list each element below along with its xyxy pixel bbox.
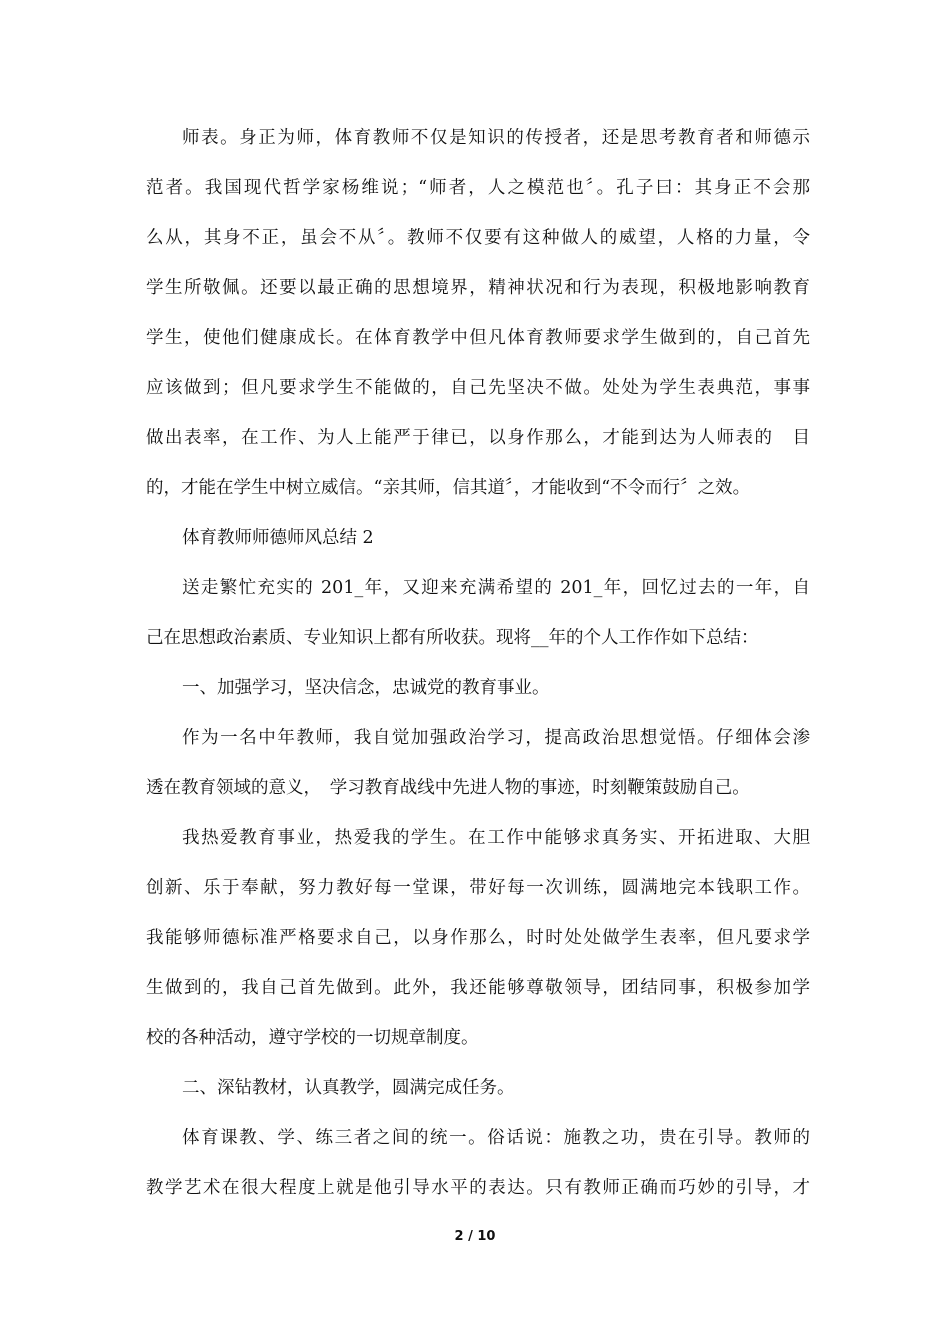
text-line: 一、加强学习，坚决信念，忠诚党的教育事业。 — [182, 678, 550, 698]
page-number: 2 / 10 — [454, 1229, 496, 1244]
text-line: 做出表率，在工作、为人上能严于律已，以身作那么，才能到达为人师表的 目 — [146, 428, 810, 448]
text-line: 我热爱教育事业，热爱我的学生。在工作中能够求真务实、开拓进取、大胆 — [182, 828, 810, 848]
text-line: 学生所敬佩。还要以最正确的思想境界，精神状况和行为表现，积极地影响教育 — [146, 278, 810, 298]
text-line: 我能够师德标准严格要求自己，以身作那么，时时处处做学生表率，但凡要求学 — [146, 928, 810, 948]
text-line: 校的各种活动，遵守学校的一切规章制度。 — [146, 1028, 479, 1048]
text-line: 透在教育领域的意义， 学习教育战线中先进人物的事迹，时刻鞭策鼓励自己。 — [146, 778, 750, 798]
text-line: 己在思想政治素质、专业知识上都有所收获。现将__年的个人工作作如下总结： — [146, 628, 759, 648]
text-line: 教学艺术在很大程度上就是他引导水平的表达。只有教师正确而巧妙的引导，才 — [146, 1178, 810, 1198]
document-body — [146, 120, 810, 1220]
text-line: 体育教师师德师风总结 2 — [182, 528, 374, 548]
text-line: 二、深钻教材，认真教学，圆满完成任务。 — [182, 1078, 515, 1098]
text-line: 应该做到；但凡要求学生不能做的，自己先坚决不做。处处为学生表典范，事事 — [146, 378, 810, 398]
text-line: 体育课教、学、练三者之间的统一。俗话说：施教之功，贵在引导。教师的 — [182, 1128, 810, 1148]
text-line: 创新、乐于奉献，努力教好每一堂课，带好每一次训练，圆满地完本钱职工作。 — [146, 878, 810, 898]
text-line: 的，才能在学生中树立威信。“亲其师，信其道〞，才能收到“不令而行〞之效。 — [146, 478, 751, 498]
text-line: 么从，其身不正，虽会不从〞。教师不仅要有这种做人的威望，人格的力量，令 — [146, 228, 810, 248]
text-line: 作为一名中年教师，我自觉加强政治学习，提高政治思想觉悟。仔细体会渗 — [182, 728, 810, 748]
text-line: 范者。我国现代哲学家杨维说；“师者，人之模范也〞。孔子曰：其身正不会那 — [146, 178, 810, 198]
text-line: 师表。身正为师，体育教师不仅是知识的传授者，还是思考教育者和师德示 — [182, 128, 810, 148]
text-line: 生做到的，我自己首先做到。此外，我还能够尊敬领导，团结同事，积极参加学 — [146, 978, 810, 998]
text-line: 送走繁忙充实的 201_年，又迎来充满希望的 201_年，回忆过去的一年，自 — [182, 578, 810, 598]
text-line: 学生，使他们健康成长。在体育教学中但凡体育教师要求学生做到的，自己首先 — [146, 328, 810, 348]
